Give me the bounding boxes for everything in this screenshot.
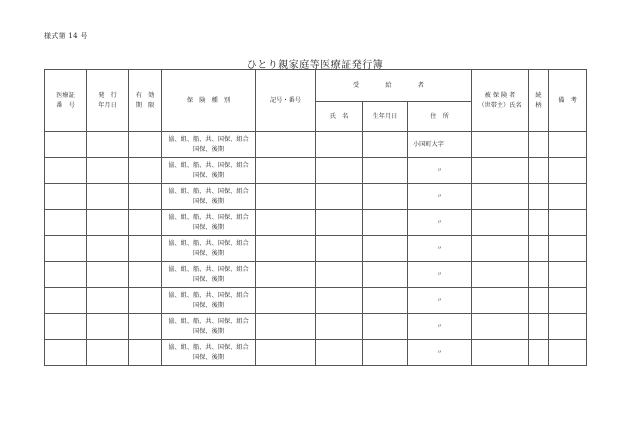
insurance-type-cell [162,340,256,366]
insurance-type-line: 協、組、船、共、国保、組合 [168,292,249,300]
form-number: 様式第 14 号 [44,32,88,40]
remarks-cell[interactable] [549,132,587,158]
issue-date-cell[interactable] [87,340,129,366]
table-row [45,262,587,288]
address-prefix: 小国町大字 [413,140,444,148]
insured-name-cell[interactable] [472,262,529,288]
insurance-type-line: 国保、後期 [193,145,224,153]
recipient-address-cell[interactable] [408,132,472,158]
validity-cell[interactable] [129,340,162,366]
relationship-cell[interactable] [529,314,549,340]
header-recipient-address: 住 所 [408,102,472,132]
cert-number-cell[interactable] [45,132,87,158]
insurance-type-cell [162,158,256,184]
table-row [45,132,587,158]
cert-number-cell[interactable] [45,184,87,210]
validity-cell[interactable] [129,288,162,314]
validity-cell[interactable] [129,236,162,262]
table-row [45,184,587,210]
remarks-cell[interactable] [549,184,587,210]
recipient-address-cell[interactable] [408,210,472,236]
header-recipient-name: 氏 名 [316,102,363,132]
table-row [45,288,587,314]
table-row [45,158,587,184]
remarks-cell[interactable] [549,158,587,184]
insurance-type-line: 国保、後期 [193,197,224,205]
validity-cell[interactable] [129,158,162,184]
recipient-name-cell[interactable] [316,184,363,210]
insured-name-cell[interactable] [472,132,529,158]
recipient-name-cell[interactable] [316,262,363,288]
recipient-name-cell[interactable] [316,236,363,262]
table-row [45,236,587,262]
ditto-mark: 〃 [436,193,443,200]
recipient-birth-cell[interactable] [363,340,408,366]
recipient-name-cell[interactable] [316,158,363,184]
insurance-type-line: 協、組、船、共、国保、組合 [168,162,249,170]
insured-name-cell[interactable] [472,288,529,314]
relationship-cell[interactable] [529,262,549,288]
symbol-number-cell[interactable] [256,210,316,236]
recipient-name-cell[interactable] [316,340,363,366]
symbol-number-cell[interactable] [256,288,316,314]
recipient-birth-cell[interactable] [363,314,408,340]
cert-number-cell[interactable] [45,210,87,236]
insurance-type-cell [162,288,256,314]
issue-date-cell[interactable] [87,288,129,314]
issue-date-cell[interactable] [87,184,129,210]
validity-cell[interactable] [129,314,162,340]
recipient-address-cell[interactable] [408,288,472,314]
relationship-cell[interactable] [529,210,549,236]
insurance-type-line: 国保、後期 [193,171,224,179]
symbol-number-cell[interactable] [256,262,316,288]
header-insurance-type: 保 険 種 別 [162,70,256,132]
header-cert-number: 医療証 番 号 [45,70,87,132]
relationship-cell[interactable] [529,132,549,158]
issuance-register-table [44,69,587,366]
symbol-number-cell[interactable] [256,184,316,210]
issue-date-cell[interactable] [87,158,129,184]
ditto-mark: 〃 [436,271,443,278]
symbol-number-cell[interactable] [256,236,316,262]
header-insured: 被 保 険 者 （世帯主）氏名 [472,70,529,132]
issue-date-cell[interactable] [87,210,129,236]
header-remarks: 備 考 [549,70,587,132]
recipient-name-cell[interactable] [316,314,363,340]
issue-date-cell[interactable] [87,236,129,262]
recipient-birth-cell[interactable] [363,236,408,262]
header-recipient-birth: 生年月日 [363,102,408,132]
table-header [45,70,587,132]
recipient-name-cell[interactable] [316,132,363,158]
ditto-mark: 〃 [436,323,443,330]
recipient-address-cell[interactable] [408,314,472,340]
insured-name-cell[interactable] [472,340,529,366]
header-recipient: 受 給 者 [316,70,472,102]
recipient-address-cell[interactable] [408,262,472,288]
insurance-type-line: 協、組、船、共、国保、組合 [168,188,249,196]
insured-name-cell[interactable] [472,184,529,210]
recipient-birth-cell[interactable] [363,210,408,236]
remarks-cell[interactable] [549,236,587,262]
insured-name-cell[interactable] [472,236,529,262]
cert-number-cell[interactable] [45,314,87,340]
insurance-type-line: 国保、後期 [193,249,224,257]
insurance-type-line: 国保、後期 [193,327,224,335]
insurance-type-line: 国保、後期 [193,275,224,283]
insurance-type-line: 協、組、船、共、国保、組合 [168,266,249,274]
insurance-type-line: 国保、後期 [193,223,224,231]
table-row [45,210,587,236]
header-relationship: 続 柄 [529,70,549,132]
recipient-address-cell[interactable] [408,340,472,366]
ditto-mark: 〃 [436,167,443,174]
relationship-cell[interactable] [529,288,549,314]
insurance-type-line: 国保、後期 [193,301,224,309]
validity-cell[interactable] [129,210,162,236]
recipient-address-cell[interactable] [408,158,472,184]
relationship-cell[interactable] [529,340,549,366]
table-body [45,132,587,366]
issue-date-cell[interactable] [87,132,129,158]
recipient-birth-cell[interactable] [363,288,408,314]
symbol-number-cell[interactable] [256,132,316,158]
header-validity: 有 効 期 限 [129,70,162,132]
remarks-cell[interactable] [549,340,587,366]
recipient-birth-cell[interactable] [363,132,408,158]
ditto-mark: 〃 [436,297,443,304]
recipient-address-cell[interactable] [408,184,472,210]
insurance-type-cell [162,184,256,210]
table-row [45,340,587,366]
remarks-cell[interactable] [549,314,587,340]
page-title: ひとり親家庭等医療証発行簿 [246,60,384,71]
remarks-cell[interactable] [549,288,587,314]
insurance-type-cell [162,236,256,262]
cert-number-cell[interactable] [45,288,87,314]
validity-cell[interactable] [129,184,162,210]
ditto-mark: 〃 [436,219,443,226]
insured-name-cell[interactable] [472,158,529,184]
issue-date-cell[interactable] [87,262,129,288]
cert-number-cell[interactable] [45,158,87,184]
insurance-type-line: 協、組、船、共、国保、組合 [168,136,249,144]
ditto-mark: 〃 [436,245,443,252]
recipient-birth-cell[interactable] [363,184,408,210]
remarks-cell[interactable] [549,210,587,236]
remarks-cell[interactable] [549,262,587,288]
symbol-number-cell[interactable] [256,314,316,340]
relationship-cell[interactable] [529,184,549,210]
recipient-name-cell[interactable] [316,210,363,236]
insurance-type-line: 協、組、船、共、国保、組合 [168,240,249,248]
relationship-cell[interactable] [529,158,549,184]
recipient-name-cell[interactable] [316,288,363,314]
insurance-type-line: 協、組、船、共、国保、組合 [168,318,249,326]
insurance-type-cell [162,210,256,236]
header-symbol-number: 記号・番号 [256,70,316,132]
cert-number-cell[interactable] [45,340,87,366]
insured-name-cell[interactable] [472,210,529,236]
header-issue-date: 発 行 年月日 [87,70,129,132]
validity-cell[interactable] [129,262,162,288]
symbol-number-cell[interactable] [256,158,316,184]
insurance-type-cell [162,262,256,288]
insurance-type-line: 国保、後期 [193,353,224,361]
table-row [45,314,587,340]
symbol-number-cell[interactable] [256,340,316,366]
validity-cell[interactable] [129,132,162,158]
issue-date-cell[interactable] [87,314,129,340]
cert-number-cell[interactable] [45,236,87,262]
insurance-type-line: 協、組、船、共、国保、組合 [168,214,249,222]
insurance-type-cell [162,314,256,340]
insured-name-cell[interactable] [472,314,529,340]
recipient-address-cell[interactable] [408,236,472,262]
ditto-mark: 〃 [436,349,443,356]
cert-number-cell[interactable] [45,262,87,288]
recipient-birth-cell[interactable] [363,158,408,184]
relationship-cell[interactable] [529,236,549,262]
insurance-type-cell [162,132,256,158]
insurance-type-line: 協、組、船、共、国保、組合 [168,344,249,352]
recipient-birth-cell[interactable] [363,262,408,288]
